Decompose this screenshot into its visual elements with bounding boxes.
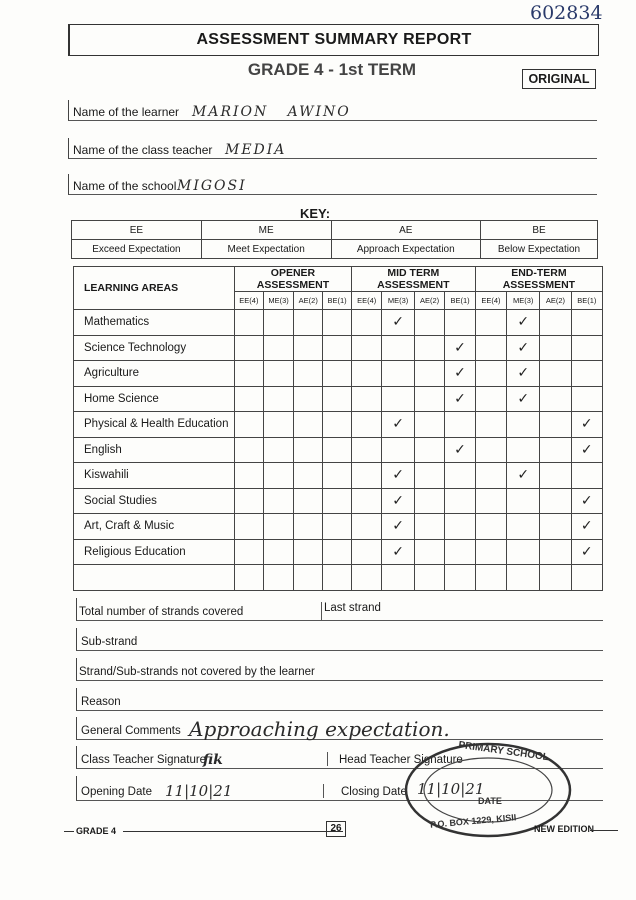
closing-date-value: 11|10|21 xyxy=(417,780,485,798)
grade-cell[interactable] xyxy=(235,565,264,591)
tick-mark-icon: ✓ xyxy=(517,339,530,356)
grade-cell[interactable] xyxy=(540,514,571,540)
grade-cell[interactable] xyxy=(414,463,444,489)
tick-mark-icon: ✓ xyxy=(517,365,530,382)
grade-cell[interactable] xyxy=(294,437,323,463)
level-header: BE(1) xyxy=(571,292,602,310)
grade-cell[interactable] xyxy=(323,335,352,361)
grade-cell[interactable] xyxy=(414,335,444,361)
opening-date-label: Opening Date xyxy=(81,786,152,798)
grade-cell[interactable] xyxy=(382,310,414,336)
grade-cell[interactable] xyxy=(235,310,264,336)
endterm-assessment-header: END-TERM ASSESSMENT xyxy=(475,267,602,292)
grade-cell[interactable] xyxy=(445,335,476,361)
opener-assessment-header: OPENER ASSESSMENT xyxy=(235,267,352,292)
grade-cell[interactable] xyxy=(571,310,602,336)
grade-cell[interactable] xyxy=(235,437,264,463)
grade-cell[interactable] xyxy=(414,488,444,514)
class-teacher-signature: ﬁk xyxy=(203,752,223,768)
grade-cell[interactable] xyxy=(235,488,264,514)
strands-row xyxy=(76,598,603,621)
grade-cell[interactable] xyxy=(351,386,381,412)
level-header: ME(3) xyxy=(382,292,414,310)
grade-cell[interactable] xyxy=(414,310,444,336)
grade-cell[interactable] xyxy=(475,335,506,361)
level-header: EE(4) xyxy=(475,292,506,310)
grade-cell[interactable] xyxy=(235,361,264,387)
grade-cell[interactable] xyxy=(507,335,540,361)
grade-cell[interactable] xyxy=(445,565,476,591)
grade-cell[interactable] xyxy=(323,488,352,514)
grade-cell[interactable] xyxy=(540,437,571,463)
grade-cell[interactable] xyxy=(414,412,444,438)
grade-cell[interactable] xyxy=(571,386,602,412)
grid-row xyxy=(74,565,603,591)
grade-cell[interactable] xyxy=(382,412,414,438)
tick-mark-icon: ✓ xyxy=(392,518,404,535)
grade-cell[interactable] xyxy=(351,412,381,438)
grid-row xyxy=(74,310,603,336)
learning-area-name: Religious Education xyxy=(74,539,235,565)
grade-cell[interactable] xyxy=(323,539,352,565)
assessment-grid xyxy=(73,266,603,591)
grade-cell[interactable] xyxy=(263,488,294,514)
head-teacher-signature-label: Head Teacher Signature xyxy=(339,754,463,766)
grade-cell[interactable] xyxy=(351,437,381,463)
learner-name-label: Name of the learner xyxy=(73,105,180,119)
level-header: AE(2) xyxy=(414,292,444,310)
grade-cell[interactable] xyxy=(475,463,506,489)
grade-cell[interactable] xyxy=(294,488,323,514)
key-code-ee: EE xyxy=(72,221,202,240)
stamp-text-bottom: P.O. BOX 1229, KISII xyxy=(429,812,517,830)
grade-cell[interactable] xyxy=(540,539,571,565)
level-header: EE(4) xyxy=(235,292,264,310)
learner-name-field[interactable] xyxy=(68,100,597,121)
grade-cell[interactable] xyxy=(414,514,444,540)
grade-cell[interactable] xyxy=(294,335,323,361)
serial-number: 602834 xyxy=(530,2,603,24)
level-header: EE(4) xyxy=(351,292,381,310)
stamp-date-label: DATE xyxy=(478,796,502,806)
grid-row xyxy=(74,361,603,387)
tick-mark-icon: ✓ xyxy=(454,441,466,458)
grade-cell[interactable] xyxy=(445,310,476,336)
reason-label: Reason xyxy=(81,696,121,708)
grid-row xyxy=(74,437,603,463)
grade-cell[interactable] xyxy=(571,335,602,361)
level-header: BE(1) xyxy=(323,292,352,310)
grade-cell[interactable] xyxy=(540,565,571,591)
grade-cell[interactable] xyxy=(414,539,444,565)
footer-rule xyxy=(590,830,618,831)
grade-cell[interactable] xyxy=(235,514,264,540)
grade-cell[interactable] xyxy=(263,335,294,361)
grade-cell[interactable] xyxy=(475,514,506,540)
learning-area-name: Science Technology xyxy=(74,335,235,361)
grade-cell[interactable] xyxy=(351,335,381,361)
grade-cell[interactable] xyxy=(445,463,476,489)
grade-cell[interactable] xyxy=(294,361,323,387)
grade-cell[interactable] xyxy=(507,514,540,540)
comments-row xyxy=(76,717,603,740)
learning-area-name: Physical & Health Education xyxy=(74,412,235,438)
tick-mark-icon: ✓ xyxy=(392,416,404,433)
grade-cell[interactable] xyxy=(351,539,381,565)
grade-cell[interactable] xyxy=(414,361,444,387)
school-name-label: Name of the school xyxy=(73,179,177,193)
grade-cell[interactable] xyxy=(475,386,506,412)
grade-cell[interactable] xyxy=(323,386,352,412)
key-code-be: BE xyxy=(480,221,597,240)
grade-cell[interactable] xyxy=(414,386,444,412)
grade-cell[interactable] xyxy=(235,335,264,361)
title-box xyxy=(68,24,599,56)
class-teacher-field[interactable] xyxy=(68,138,597,159)
class-teacher-value: MEDIA xyxy=(225,142,287,158)
grade-cell[interactable] xyxy=(294,310,323,336)
grade-cell[interactable] xyxy=(507,310,540,336)
footer-grade-label: GRADE 4 xyxy=(76,826,117,836)
report-title: ASSESSMENT SUMMARY REPORT xyxy=(196,31,472,48)
grade-cell[interactable] xyxy=(263,412,294,438)
grade-cell[interactable] xyxy=(323,361,352,387)
grade-cell[interactable] xyxy=(382,386,414,412)
class-teacher-signature-label: Class Teacher Signature xyxy=(81,754,207,766)
grade-cell[interactable] xyxy=(235,412,264,438)
key-meaning-me: Meet Expectation xyxy=(201,240,331,259)
grid-row xyxy=(74,412,603,438)
learning-area-name: English xyxy=(74,437,235,463)
key-table xyxy=(71,220,598,259)
grade-cell[interactable] xyxy=(414,565,444,591)
tick-mark-icon: ✓ xyxy=(517,390,530,407)
key-code-me: ME xyxy=(201,221,331,240)
learning-areas-header: LEARNING AREAS xyxy=(74,267,235,310)
original-badge: ORIGINAL xyxy=(522,69,596,89)
grade-cell[interactable] xyxy=(294,565,323,591)
grade-cell[interactable] xyxy=(382,565,414,591)
grade-cell[interactable] xyxy=(540,386,571,412)
grade-cell[interactable] xyxy=(507,488,540,514)
grade-cell[interactable] xyxy=(571,463,602,489)
grid-row xyxy=(74,539,603,565)
grade-cell[interactable] xyxy=(351,310,381,336)
substrand-row xyxy=(76,628,603,651)
not-covered-row xyxy=(76,658,603,681)
tick-mark-icon: ✓ xyxy=(454,365,466,382)
level-header: ME(3) xyxy=(263,292,294,310)
school-name-field[interactable] xyxy=(68,174,597,195)
grade-cell[interactable] xyxy=(475,565,506,591)
grade-cell[interactable] xyxy=(571,361,602,387)
grade-cell[interactable] xyxy=(351,488,381,514)
learning-area-name: Mathematics xyxy=(74,310,235,336)
grade-cell[interactable] xyxy=(414,437,444,463)
tick-mark-icon: ✓ xyxy=(392,467,404,484)
grid-row xyxy=(74,488,603,514)
grade-cell[interactable] xyxy=(475,437,506,463)
grade-cell[interactable] xyxy=(263,463,294,489)
grade-cell[interactable] xyxy=(475,361,506,387)
stamp-text-top: PRIMARY SCHOOL xyxy=(457,739,550,764)
grade-cell[interactable] xyxy=(445,514,476,540)
tick-mark-icon: ✓ xyxy=(580,492,593,509)
grade-cell[interactable] xyxy=(294,412,323,438)
learning-area-name: Kiswahili xyxy=(74,463,235,489)
grade-cell[interactable] xyxy=(294,386,323,412)
grade-cell[interactable] xyxy=(294,539,323,565)
tick-mark-icon: ✓ xyxy=(517,314,530,331)
grade-cell[interactable] xyxy=(571,565,602,591)
grade-cell[interactable] xyxy=(294,514,323,540)
comments-value: Approaching expectation. xyxy=(189,717,450,741)
grade-cell[interactable] xyxy=(507,386,540,412)
grade-cell[interactable] xyxy=(507,361,540,387)
closing-date-label: Closing Date xyxy=(341,786,407,798)
grid-row xyxy=(74,335,603,361)
grade-cell[interactable] xyxy=(235,386,264,412)
tick-mark-icon: ✓ xyxy=(454,390,466,407)
grade-cell[interactable] xyxy=(351,463,381,489)
grade-cell[interactable] xyxy=(507,565,540,591)
grade-cell[interactable] xyxy=(323,412,352,438)
grade-cell[interactable] xyxy=(382,539,414,565)
learner-name-value: MARION AWINO xyxy=(192,104,351,120)
level-header: AE(2) xyxy=(540,292,571,310)
grade-cell[interactable] xyxy=(571,437,602,463)
grade-cell[interactable] xyxy=(445,386,476,412)
tick-mark-icon: ✓ xyxy=(580,518,593,535)
report-subtitle: GRADE 4 - 1st TERM xyxy=(247,60,417,79)
grade-cell[interactable] xyxy=(263,310,294,336)
grade-cell[interactable] xyxy=(507,463,540,489)
grid-row xyxy=(74,463,603,489)
learning-area-name: Home Science xyxy=(74,386,235,412)
key-meaning-ae: Approach Expectation xyxy=(331,240,480,259)
grade-cell[interactable] xyxy=(475,488,506,514)
signature-divider xyxy=(327,752,328,766)
grade-cell[interactable] xyxy=(445,361,476,387)
grade-cell[interactable] xyxy=(263,437,294,463)
substrand-label: Sub-strand xyxy=(81,636,138,648)
tick-mark-icon: ✓ xyxy=(454,339,466,356)
grade-cell[interactable] xyxy=(540,463,571,489)
grade-cell[interactable] xyxy=(540,335,571,361)
grade-cell[interactable] xyxy=(540,412,571,438)
grade-cell[interactable] xyxy=(351,514,381,540)
grade-cell[interactable] xyxy=(507,412,540,438)
strands-covered-label: Total number of strands covered xyxy=(79,606,244,618)
grade-cell[interactable] xyxy=(323,565,352,591)
school-name-value: MIGOSI xyxy=(177,178,247,194)
grade-cell[interactable] xyxy=(294,463,323,489)
grade-cell[interactable] xyxy=(323,437,352,463)
grade-cell[interactable] xyxy=(382,361,414,387)
opening-date-value: 11|10|21 xyxy=(165,782,233,800)
grade-cell[interactable] xyxy=(351,361,381,387)
learning-area-name: Art, Craft & Music xyxy=(74,514,235,540)
level-header: ME(3) xyxy=(507,292,540,310)
tick-mark-icon: ✓ xyxy=(517,467,530,484)
grade-cell[interactable] xyxy=(263,386,294,412)
learning-area-name: Social Studies xyxy=(74,488,235,514)
learning-area-name: Agriculture xyxy=(74,361,235,387)
reason-row xyxy=(76,688,603,711)
grade-cell[interactable] xyxy=(571,412,602,438)
grade-cell[interactable] xyxy=(323,463,352,489)
level-header: BE(1) xyxy=(445,292,476,310)
footer-edition: NEW EDITION xyxy=(534,824,594,834)
grade-cell[interactable] xyxy=(235,539,264,565)
grade-cell[interactable] xyxy=(540,488,571,514)
tick-mark-icon: ✓ xyxy=(580,416,593,433)
page-number: 26 xyxy=(326,821,346,837)
grade-cell[interactable] xyxy=(323,514,352,540)
not-covered-label: Strand/Sub-strands not covered by the learner xyxy=(79,666,315,678)
grade-cell[interactable] xyxy=(571,488,602,514)
grid-row xyxy=(74,386,603,412)
grade-cell[interactable] xyxy=(540,361,571,387)
tick-mark-icon: ✓ xyxy=(580,441,593,458)
grade-cell[interactable] xyxy=(475,539,506,565)
grade-cell[interactable] xyxy=(382,335,414,361)
tick-mark-icon: ✓ xyxy=(392,543,404,560)
level-header: AE(2) xyxy=(294,292,323,310)
grade-cell[interactable] xyxy=(571,539,602,565)
grade-cell[interactable] xyxy=(507,437,540,463)
grade-cell[interactable] xyxy=(507,539,540,565)
key-code-ae: AE xyxy=(331,221,480,240)
grade-cell[interactable] xyxy=(445,539,476,565)
learning-area-name xyxy=(74,565,235,591)
grade-cell[interactable] xyxy=(445,437,476,463)
key-meaning-be: Below Expectation xyxy=(480,240,597,259)
tick-mark-icon: ✓ xyxy=(392,314,404,331)
key-meaning-ee: Exceed Expectation xyxy=(72,240,202,259)
grade-cell[interactable] xyxy=(351,565,381,591)
grade-cell[interactable] xyxy=(382,514,414,540)
class-teacher-label: Name of the class teacher xyxy=(73,143,213,157)
grade-cell[interactable] xyxy=(382,437,414,463)
key-title: KEY: xyxy=(300,206,331,221)
grade-cell[interactable] xyxy=(445,488,476,514)
grid-row xyxy=(74,514,603,540)
grade-cell[interactable] xyxy=(382,463,414,489)
footer-grade xyxy=(64,826,343,836)
tick-mark-icon: ✓ xyxy=(392,492,404,509)
grade-cell[interactable] xyxy=(263,514,294,540)
grade-cell[interactable] xyxy=(382,488,414,514)
grade-cell[interactable] xyxy=(475,310,506,336)
grade-cell[interactable] xyxy=(571,514,602,540)
comments-label: General Comments xyxy=(81,725,181,737)
grade-cell[interactable] xyxy=(263,565,294,591)
last-strand-label: Last strand xyxy=(321,602,381,620)
midterm-assessment-header: MID TERM ASSESSMENT xyxy=(351,267,475,292)
grade-cell[interactable] xyxy=(445,412,476,438)
date-divider xyxy=(323,784,324,798)
tick-mark-icon: ✓ xyxy=(580,543,593,560)
grade-cell[interactable] xyxy=(235,463,264,489)
grade-cell[interactable] xyxy=(263,539,294,565)
grade-cell[interactable] xyxy=(323,310,352,336)
grade-cell[interactable] xyxy=(475,412,506,438)
grade-cell[interactable] xyxy=(540,310,571,336)
grade-cell[interactable] xyxy=(263,361,294,387)
